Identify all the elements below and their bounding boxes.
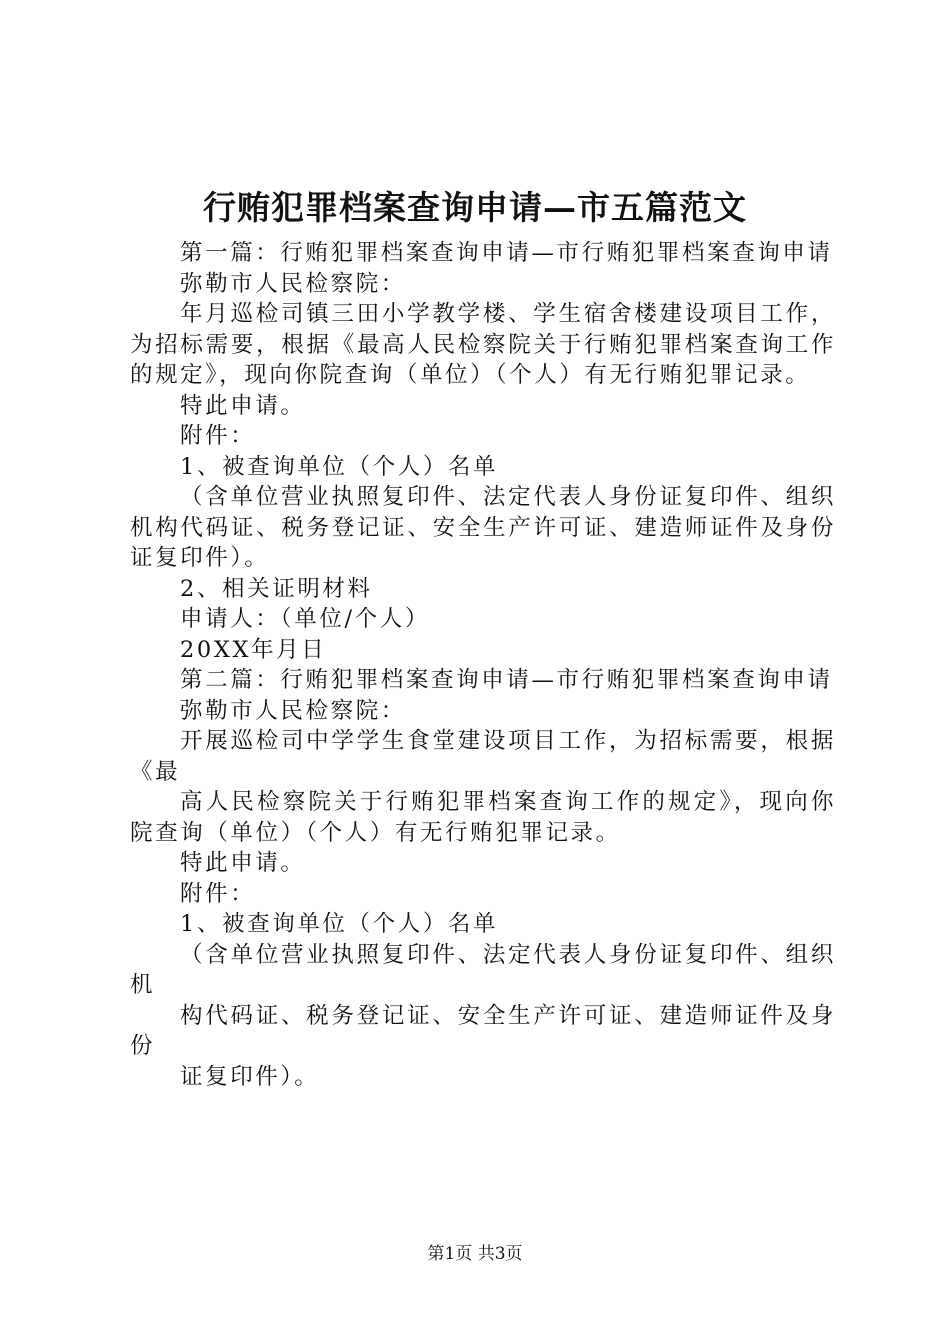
document-body xyxy=(130,238,836,1092)
document-title: 行贿犯罪档案查询申请—市五篇范文 xyxy=(203,188,747,227)
paragraph-2-attachment-detail-part-2: 构代码证、税务登记证、安全生产许可证、建造师证件及身份 xyxy=(130,1002,836,1059)
paragraph-2-closing: 特此申请。 xyxy=(180,850,306,876)
paragraph-2-attachment-detail-part-1: （含单位营业执照复印件、法定代表人身份证复印件、组织机 xyxy=(130,941,836,998)
paragraph-1-request: 年月巡检司镇三田小学教学楼、学生宿舍楼建设项目工作，为招标需要，根据《最高人民检察院关于行贿犯罪档案查询工作的规定》，现向你院查询（单位）（个人）有无行贿犯罪记录。 xyxy=(130,301,836,388)
page-footer: 第1页 共3页 xyxy=(427,1244,523,1264)
paragraph-2-attachment-detail-part-3: 证复印件）。 xyxy=(180,1063,320,1090)
paragraph-1-attachment-1: 1、被查询单位（个人）名单 xyxy=(180,453,499,480)
paragraph-2-request-part-2: 高人民检察院关于行贿犯罪档案查询工作的规定》，现向你院查询（单位）（个人）有无行贿犯罪记录。 xyxy=(130,789,836,846)
paragraph-2-attachment-1: 1、被查询单位（个人）名单 xyxy=(180,911,499,937)
paragraph-1-addressee: 弥勒市人民检察院： xyxy=(180,270,406,297)
paragraph-1-closing: 特此申请。 xyxy=(180,392,306,419)
paragraph-2-addressee: 弥勒市人民检察院： xyxy=(180,697,406,724)
paragraph-2-attachment-label: 附件： xyxy=(180,880,256,907)
paragraph-1-attachment-label: 附件： xyxy=(180,423,256,449)
paragraph-1-date: 20XX年月日 xyxy=(180,636,327,663)
paragraph-1-attachment-1-detail: （含单位营业执照复印件、法定代表人身份证复印件、组织机构代码证、税务登记证、安全生产许可证、建造师证件及身份证复印件）。 xyxy=(130,484,836,571)
paragraph-2-request-part-1: 开展巡检司中学学生食堂建设项目工作，为招标需要，根据《最 xyxy=(130,728,836,785)
paragraph-1-heading: 第一篇：行贿犯罪档案查询申请—市行贿犯罪档案查询申请 xyxy=(180,240,833,266)
paragraph-1-applicant: 申请人：（单位/个人） xyxy=(180,606,430,632)
paragraph-1-attachment-2: 2、相关证明材料 xyxy=(180,575,373,602)
paragraph-2-heading: 第二篇：行贿犯罪档案查询申请—市行贿犯罪档案查询申请 xyxy=(180,667,833,693)
